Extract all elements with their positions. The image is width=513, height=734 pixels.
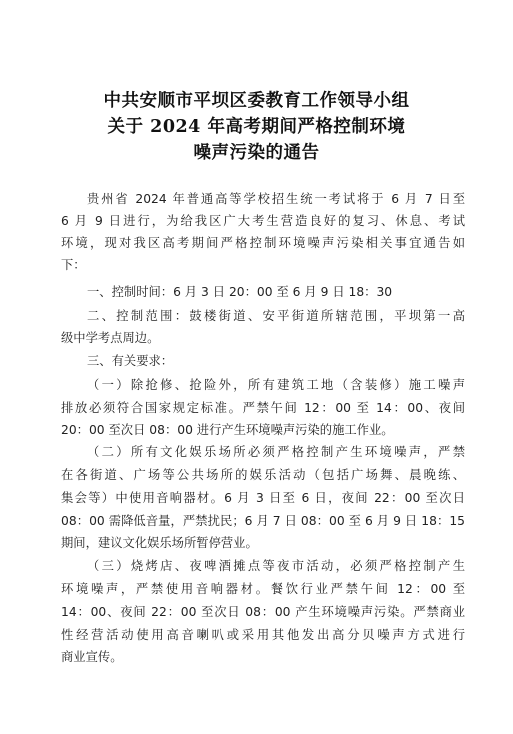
req2-line-2: 在各街道、广场等公共场所的娱乐活动（包括广场舞、晨晚练、 bbox=[61, 468, 465, 482]
control-time-line: 一、控制时间：6 月 3 日 20：00 至 6 月 9 日 18：30 bbox=[87, 285, 393, 299]
notice-title-line-1: 中共安顺市平坝区委教育工作领导小组 bbox=[103, 91, 410, 111]
req2-line-3: 集会等）中使用音响器材。6 月 3 日至 6 日，夜间 22：00 至次日 bbox=[61, 491, 465, 505]
control-range-line-1: 二、控制范围：鼓楼街道、安平街道所辖范围，平坝第一高 bbox=[87, 309, 465, 323]
intro-line-2: 6 月 9 日进行，为给我区广大考生营造良好的复习、休息、考试 bbox=[61, 214, 465, 228]
req3-line-4: 性经营活动使用高音喇叭或采用其他发出高分贝噪声方式进行 bbox=[61, 628, 465, 642]
req2-line-5: 期间，建议文化娱乐场所暂停营业。 bbox=[61, 536, 258, 550]
req1-line-1: （一）除抢修、抢险外，所有建筑工地（含装修）施工噪声 bbox=[87, 378, 465, 392]
notice-title-line-2: 关于 2024 年高考期间严格控制环境 bbox=[107, 117, 406, 137]
req1-line-2: 排放必须符合国家规定标准。严禁午间 12：00 至 14：00、夜间 bbox=[61, 401, 465, 415]
req3-line-5: 商业宣传。 bbox=[61, 650, 123, 664]
notice-title-line-3: 噪声污染的通告 bbox=[193, 143, 320, 163]
req3-line-3: 14：00、夜间 22：00 至次日 08：00 产生环境噪声污染。严禁商业 bbox=[61, 605, 465, 619]
req3-line-1: （三）烧烤店、夜啤酒摊点等夜市活动，必须严格控制产生 bbox=[87, 559, 465, 573]
req1-line-3: 20：00 至次日 08：00 进行产生环境噪声污染的施工作业。 bbox=[61, 423, 394, 437]
intro-line-4: 下： bbox=[61, 258, 86, 272]
intro-line-1: 贵州省 2024 年普通高等学校招生统一考试将于 6 月 7 日至 bbox=[87, 192, 465, 206]
req3-line-2: 环境噪声，严禁使用音响器材。餐饮行业严禁午间 12：00 至 bbox=[61, 582, 465, 596]
req2-line-4: 08：00 需降低音量，严禁扰民；6 月 7 日 08：00 至 6 月 9 日 18：15 bbox=[61, 514, 465, 528]
req2-line-1: （二）所有文化娱乐场所必须严格控制产生环境噪声，严禁 bbox=[87, 445, 465, 459]
requirements-heading: 三、有关要求： bbox=[87, 354, 174, 368]
intro-line-3: 环境，现对我区高考期间严格控制环境噪声污染相关事宜通告如 bbox=[61, 236, 465, 250]
control-range-line-2: 级中学考点周边。 bbox=[61, 331, 160, 345]
